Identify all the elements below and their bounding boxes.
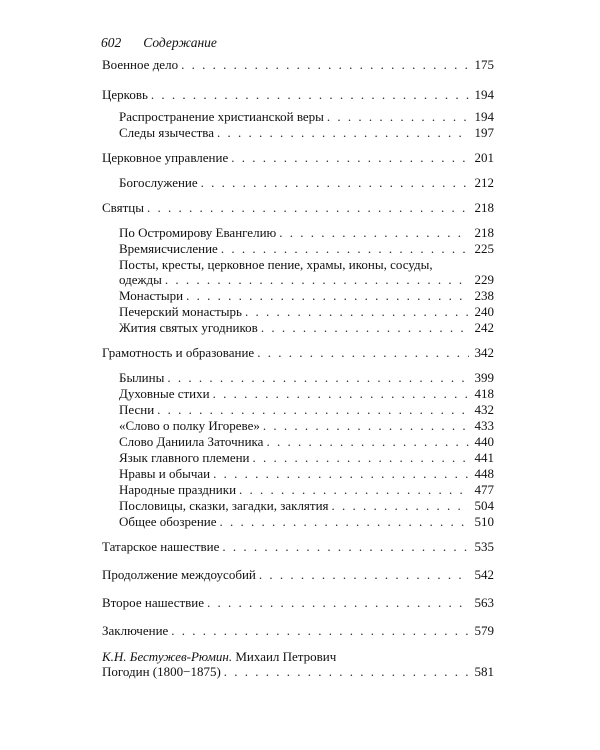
toc-entry-title: Военное дело bbox=[102, 57, 179, 72]
toc-entry-page: 212 bbox=[474, 175, 494, 190]
leader-dots bbox=[207, 595, 469, 611]
leader-dots bbox=[171, 623, 469, 639]
toc-entry-title: Жития святых угодников bbox=[119, 320, 258, 335]
leader-dots bbox=[217, 125, 469, 141]
toc-entry-page: 440 bbox=[474, 434, 494, 449]
page-number: 602 bbox=[101, 35, 122, 50]
leader-dots bbox=[186, 288, 469, 304]
toc-entry-page: 175 bbox=[474, 57, 494, 72]
toc-entry-title: Второе нашествие bbox=[102, 595, 205, 610]
toc-subentry[interactable] bbox=[102, 402, 494, 418]
toc-entry-title: Церковное управление bbox=[102, 150, 229, 165]
toc-subentry[interactable] bbox=[102, 482, 494, 498]
toc-subentry[interactable] bbox=[102, 175, 494, 191]
toc-subentry[interactable] bbox=[102, 514, 494, 530]
toc-entry-title: Погодин (1800−1875) bbox=[102, 664, 221, 679]
toc-entry-page: 448 bbox=[474, 466, 494, 481]
leader-dots bbox=[239, 482, 469, 498]
toc-entry-title: Былины bbox=[119, 370, 165, 385]
toc-entry-title: Следы язычества bbox=[119, 125, 215, 140]
toc-subentry[interactable] bbox=[102, 498, 494, 514]
toc-entry-title: Посты, кресты, церковное пение, храмы, иконы, сосуды, bbox=[119, 257, 433, 272]
toc-entry-title: Богослужение bbox=[119, 175, 198, 190]
toc-entry-title: Печерский монастырь bbox=[119, 304, 242, 319]
toc-entry-title: Нравы и обычаи bbox=[119, 466, 211, 481]
leader-dots bbox=[257, 345, 469, 361]
leader-dots bbox=[181, 57, 469, 73]
leader-dots bbox=[263, 418, 469, 434]
toc-entry-essay[interactable] bbox=[102, 664, 494, 680]
leader-dots bbox=[201, 175, 469, 191]
running-head bbox=[101, 35, 217, 51]
toc-entry-second[interactable] bbox=[102, 595, 494, 611]
leader-dots bbox=[332, 498, 469, 514]
toc-entry-title: Татарское нашествие bbox=[102, 539, 220, 554]
toc-entry-title: Святцы bbox=[102, 200, 144, 215]
leader-dots bbox=[266, 434, 469, 450]
toc-entry-title: Пословицы, сказки, загадки, заклятия bbox=[119, 498, 329, 513]
toc-entry-title: Времяисчисление bbox=[119, 241, 218, 256]
toc-subentry[interactable] bbox=[102, 386, 494, 402]
toc-entry-title: Продолжение междоусобий bbox=[102, 567, 256, 582]
leader-dots bbox=[151, 87, 469, 103]
toc-entry-essay-line1[interactable] bbox=[102, 649, 494, 664]
toc-entry-page: 229 bbox=[474, 272, 494, 287]
toc-subentry[interactable] bbox=[102, 109, 494, 125]
toc-entry-page: 399 bbox=[474, 370, 494, 385]
leader-dots bbox=[259, 567, 469, 583]
toc-entry-page: 201 bbox=[474, 150, 494, 165]
toc-subentry[interactable] bbox=[102, 225, 494, 241]
toc-entry-tatar[interactable] bbox=[102, 539, 494, 555]
leader-dots bbox=[224, 664, 469, 680]
leader-dots bbox=[222, 539, 469, 555]
toc-entry-military[interactable] bbox=[102, 57, 494, 73]
leader-dots bbox=[213, 386, 469, 402]
toc-subentry[interactable] bbox=[102, 125, 494, 141]
toc-subentry[interactable] bbox=[102, 272, 494, 288]
toc-entry-page: 242 bbox=[474, 320, 494, 335]
toc-entry-page: 194 bbox=[474, 87, 494, 102]
leader-dots bbox=[147, 200, 469, 216]
toc-entry-page: 194 bbox=[474, 109, 494, 124]
toc-entry-page: 218 bbox=[474, 225, 494, 240]
toc-entry-conclusion[interactable] bbox=[102, 623, 494, 639]
toc-entry-page: 342 bbox=[474, 345, 494, 360]
toc-entry-page: 238 bbox=[474, 288, 494, 303]
toc-subentry[interactable] bbox=[102, 370, 494, 386]
toc-entry-title: Заключение bbox=[102, 623, 169, 638]
leader-dots bbox=[167, 370, 469, 386]
toc-entry-page: 433 bbox=[474, 418, 494, 433]
toc-entry-saints[interactable] bbox=[102, 200, 494, 216]
leader-dots bbox=[253, 450, 469, 466]
leader-dots bbox=[213, 466, 469, 482]
toc-entry-title: Песни bbox=[119, 402, 155, 417]
toc-entry-page: 542 bbox=[474, 567, 494, 582]
toc-entry-title: Духовные стихи bbox=[119, 386, 210, 401]
toc-entry-page: 579 bbox=[474, 623, 494, 638]
toc-entry-page: 581 bbox=[474, 664, 494, 679]
toc-entry-title: Монастыри bbox=[119, 288, 184, 303]
leader-dots bbox=[157, 402, 469, 418]
toc-entry-title: Михаил Петрович bbox=[235, 649, 337, 664]
toc-entry-page: 197 bbox=[474, 125, 494, 140]
toc-entry-page: 563 bbox=[474, 595, 494, 610]
toc-subentry[interactable] bbox=[102, 434, 494, 450]
toc-entry-strife[interactable] bbox=[102, 567, 494, 583]
toc-entry-literacy[interactable] bbox=[102, 345, 494, 361]
toc-subentry[interactable] bbox=[102, 320, 494, 336]
leader-dots bbox=[221, 241, 469, 257]
essay-author: К.Н. Бестужев-Рюмин. bbox=[102, 649, 233, 664]
toc-entry-page: 477 bbox=[474, 482, 494, 497]
leader-dots bbox=[220, 514, 469, 530]
toc-entry-page: 418 bbox=[474, 386, 494, 401]
toc-entry-church-admin[interactable] bbox=[102, 150, 494, 166]
toc-subentry[interactable] bbox=[102, 418, 494, 434]
toc-entry-title: Церковь bbox=[102, 87, 148, 102]
table-of-contents bbox=[102, 57, 494, 680]
toc-entry-page: 441 bbox=[474, 450, 494, 465]
toc-entry-title: одежды bbox=[119, 272, 162, 287]
toc-subentry-line1[interactable] bbox=[102, 257, 494, 272]
toc-entry-title: По Остромирову Евангелию bbox=[119, 225, 277, 240]
toc-subentry[interactable] bbox=[102, 241, 494, 257]
leader-dots bbox=[279, 225, 469, 241]
toc-entry-title: Язык главного племени bbox=[119, 450, 250, 465]
toc-subentry[interactable] bbox=[102, 304, 494, 320]
leader-dots bbox=[245, 304, 469, 320]
leader-dots bbox=[327, 109, 469, 125]
toc-entry-page: 504 bbox=[474, 498, 494, 513]
leader-dots bbox=[261, 320, 469, 336]
toc-entry-title: Грамотность и образование bbox=[102, 345, 255, 360]
toc-entry-page: 535 bbox=[474, 539, 494, 554]
toc-entry-title: Общее обозрение bbox=[119, 514, 217, 529]
toc-entry-title: Слово Даниила Заточника bbox=[119, 434, 264, 449]
toc-entry-title: «Слово о полку Игореве» bbox=[119, 418, 260, 433]
toc-subentry[interactable] bbox=[102, 288, 494, 304]
toc-entry-church[interactable] bbox=[102, 87, 494, 103]
toc-entry-title: Народные праздники bbox=[119, 482, 237, 497]
leader-dots bbox=[165, 272, 469, 288]
toc-entry-page: 240 bbox=[474, 304, 494, 319]
toc-entry-page: 218 bbox=[474, 200, 494, 215]
toc-entry-page: 510 bbox=[474, 514, 494, 529]
leader-dots bbox=[231, 150, 469, 166]
toc-subentry[interactable] bbox=[102, 466, 494, 482]
running-title: Содержание bbox=[143, 35, 217, 50]
toc-entry-title: Распространение христианской веры bbox=[119, 109, 324, 124]
toc-entry-page: 225 bbox=[474, 241, 494, 256]
toc-subentry[interactable] bbox=[102, 450, 494, 466]
toc-entry-page: 432 bbox=[474, 402, 494, 417]
